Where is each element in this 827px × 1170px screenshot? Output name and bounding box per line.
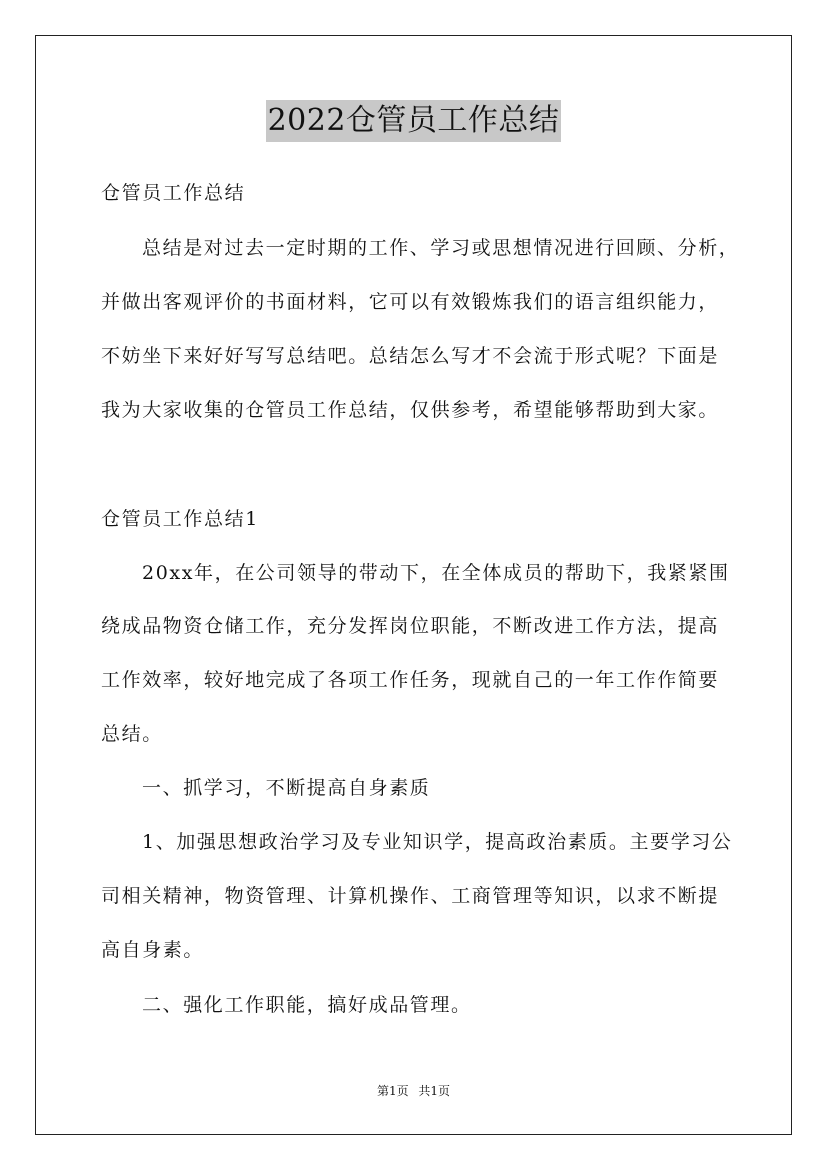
section-heading: 仓管员工作总结 bbox=[101, 182, 246, 204]
paragraph-line: 我为大家收集的仓管员工作总结，仅供参考，希望能够帮助到大家。 bbox=[101, 399, 720, 421]
list-heading: 一、抓学习，不断提高自身素质 bbox=[142, 777, 431, 799]
page-footer bbox=[0, 1083, 827, 1099]
paragraph-line: 1、加强思想政治学习及专业知识学，提高政治素质。主要学习公 bbox=[142, 831, 733, 853]
section-heading: 仓管员工作总结1 bbox=[101, 508, 259, 530]
paragraph-line: 总结是对过去一定时期的工作、学习或思想情况进行回顾、分析， bbox=[142, 237, 740, 259]
page-total: 共1页 bbox=[418, 1084, 451, 1098]
page-number: 第1页 bbox=[376, 1084, 409, 1098]
paragraph-line: 高自身素。 bbox=[101, 939, 205, 961]
paragraph-line: 司相关精神，物资管理、计算机操作、工商管理等知识，以求不断提 bbox=[101, 885, 720, 907]
paragraph-line: 工作效率，较好地完成了各项工作任务，现就自己的一年工作作简要 bbox=[101, 669, 720, 691]
paragraph-line: 不妨坐下来好好写写总结吧。总结怎么写才不会流于形式呢？下面是 bbox=[101, 345, 720, 367]
title-container bbox=[0, 100, 827, 142]
paragraph-line: 总结。 bbox=[101, 723, 163, 745]
document-title: 2022仓管员工作总结 bbox=[266, 100, 562, 142]
paragraph-line: 20xx年，在公司领导的带动下，在全体成员的帮助下，我紧紧围 bbox=[142, 562, 730, 584]
paragraph-line: 绕成品物资仓储工作，充分发挥岗位职能，不断改进工作方法，提高 bbox=[101, 615, 720, 637]
paragraph-line: 并做出客观评价的书面材料，它可以有效锻炼我们的语言组织能力， bbox=[101, 291, 720, 313]
list-heading: 二、强化工作职能，搞好成品管理。 bbox=[142, 994, 472, 1016]
